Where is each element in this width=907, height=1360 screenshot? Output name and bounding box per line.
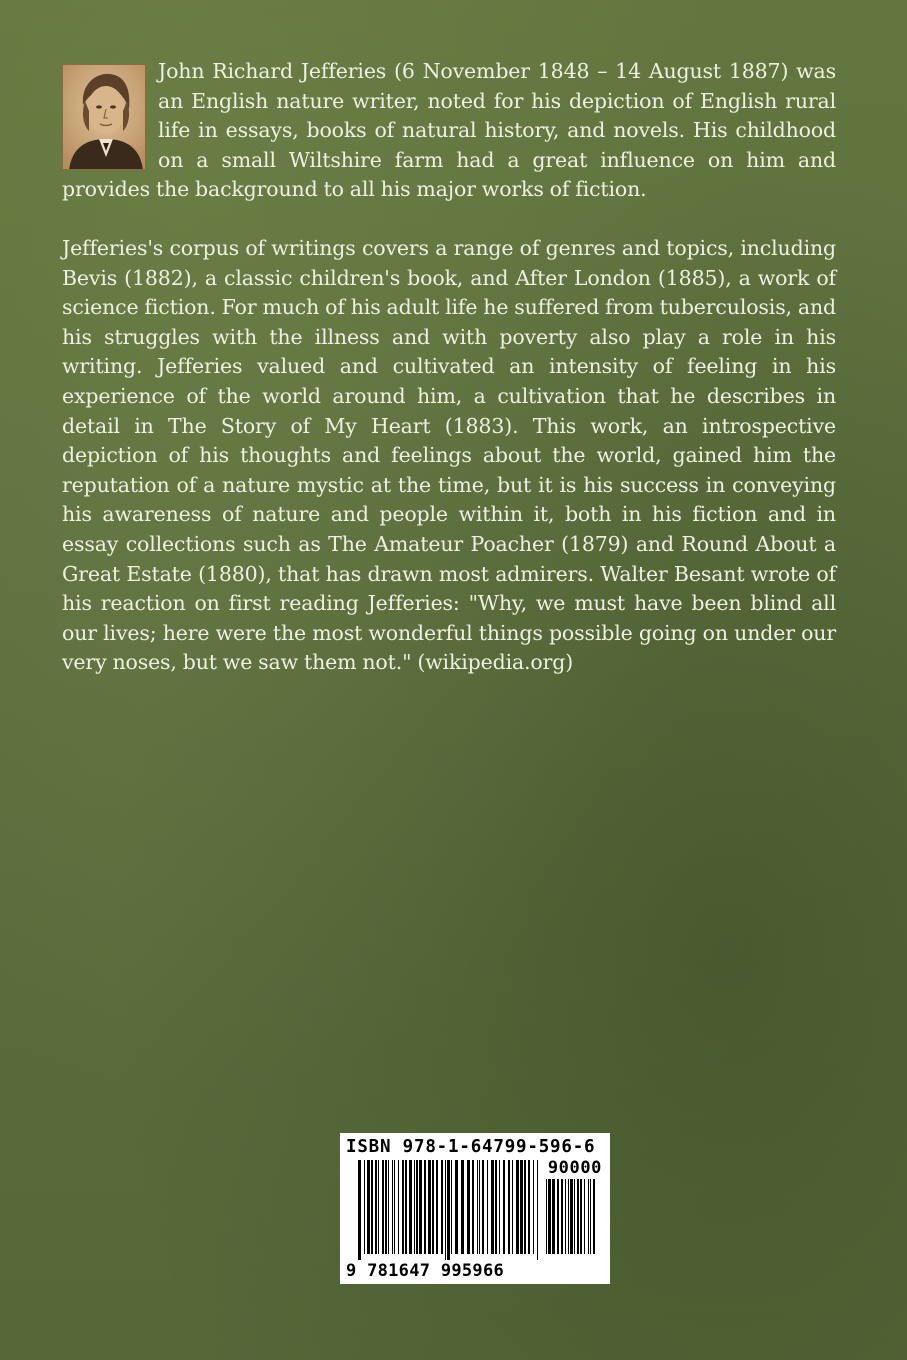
barcode-bar	[580, 1179, 582, 1254]
barcode-bar	[537, 1160, 538, 1260]
barcode-bar	[455, 1160, 458, 1254]
price-code: 90000	[547, 1158, 602, 1178]
addon-barcode-bars	[546, 1179, 598, 1260]
barcode-bar	[428, 1160, 431, 1254]
barcode-bar	[358, 1160, 361, 1260]
barcode-bar	[461, 1160, 464, 1254]
isbn-label: ISBN 978-1-64799-596-6	[346, 1137, 596, 1157]
barcode-bar	[495, 1160, 497, 1254]
barcode-bar	[574, 1179, 575, 1254]
barcode-bar	[584, 1179, 585, 1254]
barcode-bar	[593, 1179, 595, 1254]
bio-paragraph-2: Jefferies's corpus of writings covers a range of genres and topics, including Bevis (1882), a classic children's book, and After London (1885), a work of science fiction. For much of his adult life he suffered from tuberculosis, and his struggles with the illness and with poverty also play a role in his writing. Jefferies valued and cultivated an intensity of feeling in his experience of the world around him, a cultivation that he describes in detail in The Story of My Heart (1883). This work, an introspective depiction of his thoughts and feelings about the world, gained him the reputation of a nature mystic at the time, but it is his success in conveying his awareness of nature and people within it, both in his fiction and in essay collections such as The Amateur Poacher (1879) and Round About a Great Estate (1880), that has drawn most admirers. Walter Besant wrote of his reaction on first reading Jefferies: "Why, we must have been blind all our lives; here were the most wonderful things possible going on under our very noses, but we saw them not." (wikipedia.org)	[62, 235, 836, 675]
barcode-bar	[467, 1160, 470, 1254]
barcode-bar	[491, 1160, 494, 1254]
barcode-bar	[557, 1179, 559, 1254]
barcode-bar	[424, 1160, 426, 1254]
barcode-bar	[392, 1160, 393, 1254]
author-portrait	[62, 64, 146, 170]
barcode-bar	[487, 1160, 488, 1254]
barcode-bar	[398, 1160, 399, 1254]
barcode-bar	[520, 1160, 523, 1254]
portrait-image	[63, 65, 146, 170]
barcode-bar	[405, 1160, 407, 1254]
barcode-bar	[552, 1179, 555, 1254]
barcode-bar	[419, 1160, 422, 1254]
barcode-bar	[524, 1160, 526, 1254]
barcode-bar	[472, 1160, 474, 1254]
barcode-bar	[482, 1160, 484, 1254]
barcode-bar	[441, 1160, 443, 1254]
barcode-bar	[568, 1179, 569, 1254]
barcode-bar	[432, 1160, 434, 1254]
barcode-bar	[499, 1160, 500, 1254]
barcode-bar	[402, 1160, 404, 1254]
barcode-bar	[388, 1160, 389, 1254]
barcode-bar	[414, 1160, 415, 1254]
barcode-bar	[375, 1160, 377, 1254]
ean-barcode-bars	[358, 1160, 538, 1260]
barcode-bar	[590, 1179, 591, 1254]
barcode-bar	[371, 1160, 373, 1254]
barcode-bar	[548, 1179, 551, 1254]
barcode-bar	[378, 1160, 379, 1254]
barcode-bar	[364, 1160, 365, 1254]
barcode-bar	[528, 1160, 530, 1254]
barcode-bar	[565, 1179, 566, 1254]
barcode-bar	[394, 1160, 395, 1254]
barcode-bar	[561, 1179, 563, 1254]
barcode-bar	[570, 1179, 573, 1254]
barcode-bar	[416, 1160, 418, 1254]
barcode-bar	[367, 1160, 370, 1254]
barcode-bar	[477, 1160, 478, 1254]
barcode-bar	[447, 1160, 450, 1260]
barcode-bar	[516, 1160, 519, 1254]
barcode-bar	[382, 1160, 384, 1254]
barcode-bar	[533, 1160, 534, 1254]
barcode-bar	[479, 1160, 480, 1254]
barcode-bar	[385, 1160, 387, 1254]
barcode-bar	[546, 1179, 547, 1254]
barcode-bar	[577, 1179, 579, 1254]
author-biography	[62, 57, 836, 678]
barcode-bar	[503, 1160, 505, 1254]
isbn-barcode	[340, 1133, 610, 1284]
barcode-bar	[508, 1160, 510, 1254]
barcode-bar	[409, 1160, 412, 1254]
ean-digits: 9 781647 995966	[346, 1261, 505, 1281]
barcode-bar	[588, 1179, 589, 1254]
barcode-bar	[445, 1160, 446, 1260]
barcode-bar	[512, 1160, 513, 1254]
barcode-bar	[436, 1160, 438, 1254]
bio-paragraph-1: John Richard Jefferies (6 November 1848 – 14 August 1887) was an English nature writer, noted for his depiction of English rural life in essays, books of natural history, and novels. His childhood on a small Wiltshire farm had a great influence on him and provides the background to all his major works of fiction.	[62, 59, 836, 202]
barcode-bar	[451, 1160, 452, 1254]
